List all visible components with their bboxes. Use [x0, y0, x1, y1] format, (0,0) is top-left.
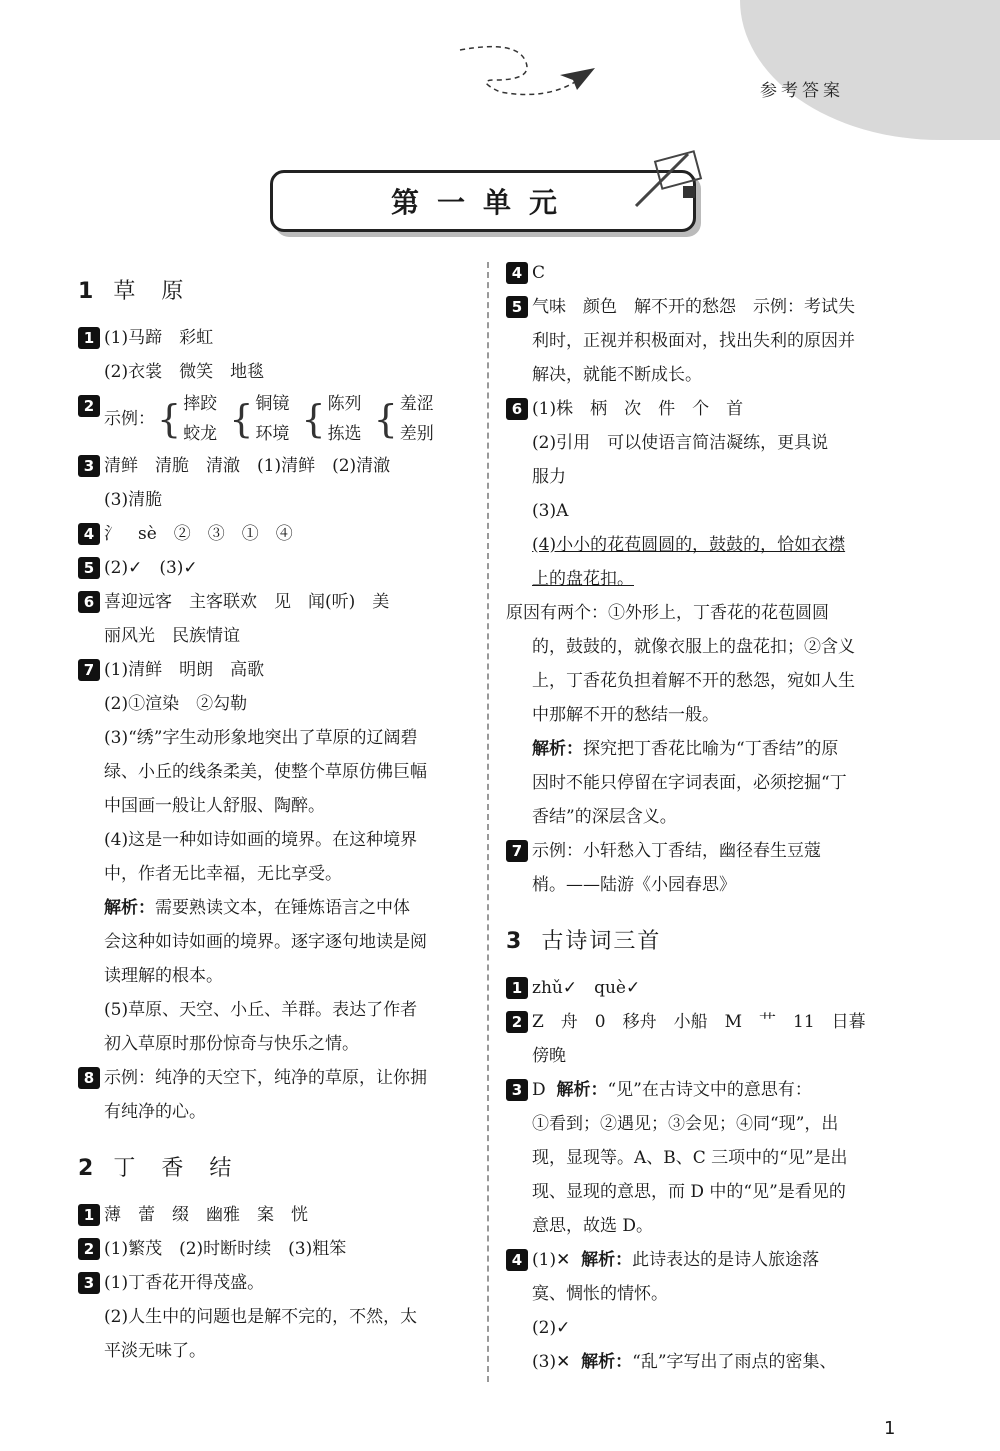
answer-2-6-reason: 原因有两个：①外形上，丁香花的花苞圆圆 的，鼓鼓的，就像衣服上的盘花扣；②含义 上，丁香花负担着解不开的愁怨，宛如人生 中那解不开的愁结一般。 解析：探究把丁香花比喻为“丁香结”的原 因时不能只停留在字词表面，必须挖掘“丁 香结”的深层含义。 [506, 603, 855, 827]
answer-2-5: 5 气味 颜色 解不开的愁怨 示例：考试失 利时，正视并积极面对，找出失利的原因并 解决，就能不断成长。 [506, 290, 901, 392]
left-column [78, 268, 473, 1368]
stationery-icon [628, 146, 708, 216]
answer-1-8: 8 示例：纯净的天空下，纯净的草原，让你拥 有纯净的心。 [78, 1061, 473, 1129]
right-column [506, 256, 901, 1379]
column-divider [487, 262, 489, 1382]
answer-1-5: 5 (2)✓ (3)✓ [78, 551, 473, 585]
answer-1-2: 2 示例： { 摔跤 蛟龙 { 铜镜 环境 { 陈列 拣选 { 羞涩 差别 [78, 389, 473, 449]
answer-2-6: 6 (1)株 柄 次 件 个 首 (2)引用 可以使语言简洁凝练，更具说 服力 (3)A (4)小小的花苞圆圆的，鼓鼓的，恰如衣襟 上的盘花扣。 [506, 392, 901, 596]
answer-1-7: 7 (1)清鲜 明朗 高歌 (2)①渲染 ②勾勒 (3)“绣”字生动形象地突出了草原的辽阔碧 绿、小丘的线条柔美，使整个草原仿佛巨幅 中国画一般让人舒服、陶醉。 (4)这是一种如诗如画的境界。在这种境界 中，作者无比幸福，无比享受。 解析：需要熟读文本，在锤炼语言之中体 会这种如诗如画的境界。逐字逐句地读是阅 读理解的根本。 (5)草原、天空、小丘、羊群。表达了作者 初入草原时那份惊奇与快乐之情。 [78, 653, 473, 1061]
answer-2-1: 1 薄 蕾 缀 幽雅 案 恍 [78, 1198, 473, 1232]
corner-decoration [740, 0, 1000, 140]
answer-3-4: 4 (1)✕ 解析：此诗表达的是诗人旅途落 寞、惆怅的情怀。 (2)✓ (3)✕ 解析：“乱”字写出了雨点的密集、 [506, 1243, 901, 1379]
section-2-heading: 2 丁 香 结 [78, 1156, 234, 1181]
section-3-heading: 3 古诗词三首 [506, 929, 662, 954]
page-number: 1 [884, 1418, 896, 1439]
answer-2-4: 4 C [506, 256, 901, 290]
header-label: 参考答案 [760, 81, 844, 101]
answer-3-2: 2 Z 舟 0 移舟 小船 M 艹 11 日暮 傍晚 [506, 1005, 901, 1073]
answer-2-7: 7 示例：小轩愁入丁香结，幽径春生豆蔻 梢。——陆游《小园春思》 [506, 834, 901, 902]
answer-1-3: 3 清鲜 清脆 清澈 (1)清鲜 (2)清澈 (3)清脆 [78, 449, 473, 517]
answer-1-1: 1 (1)马蹄 彩虹 (2)衣裳 微笑 地毯 [78, 321, 473, 389]
paper-plane-icon [455, 40, 605, 100]
answer-1-6: 6 喜迎远客 主客联欢 见 闻(听) 美 丽风光 民族情谊 [78, 585, 473, 653]
unit-title: 第一单元 [390, 186, 575, 219]
answer-2-3: 3 (1)丁香花开得茂盛。 (2)人生中的问题也是解不完的，不然，太 平淡无味了。 [78, 1266, 473, 1368]
section-1-heading: 1 草 原 [78, 279, 186, 304]
answer-3-1: 1 zhǔ✓ què✓ [506, 971, 901, 1005]
answer-2-2: 2 (1)繁茂 (2)时断时续 (3)粗笨 [78, 1232, 473, 1266]
answer-3-3: 3 D 解析：“见”在古诗文中的意思有： ①看到；②遇见；③会见；④同“现”，出 现，显现等。A、B、C 三项中的“见”是出 现、显现的意思，而 D 中的“见”是看见的 意思，故选 D。 [506, 1073, 901, 1243]
answer-1-4: 4 氵 sè ② ③ ① ④ [78, 517, 473, 551]
